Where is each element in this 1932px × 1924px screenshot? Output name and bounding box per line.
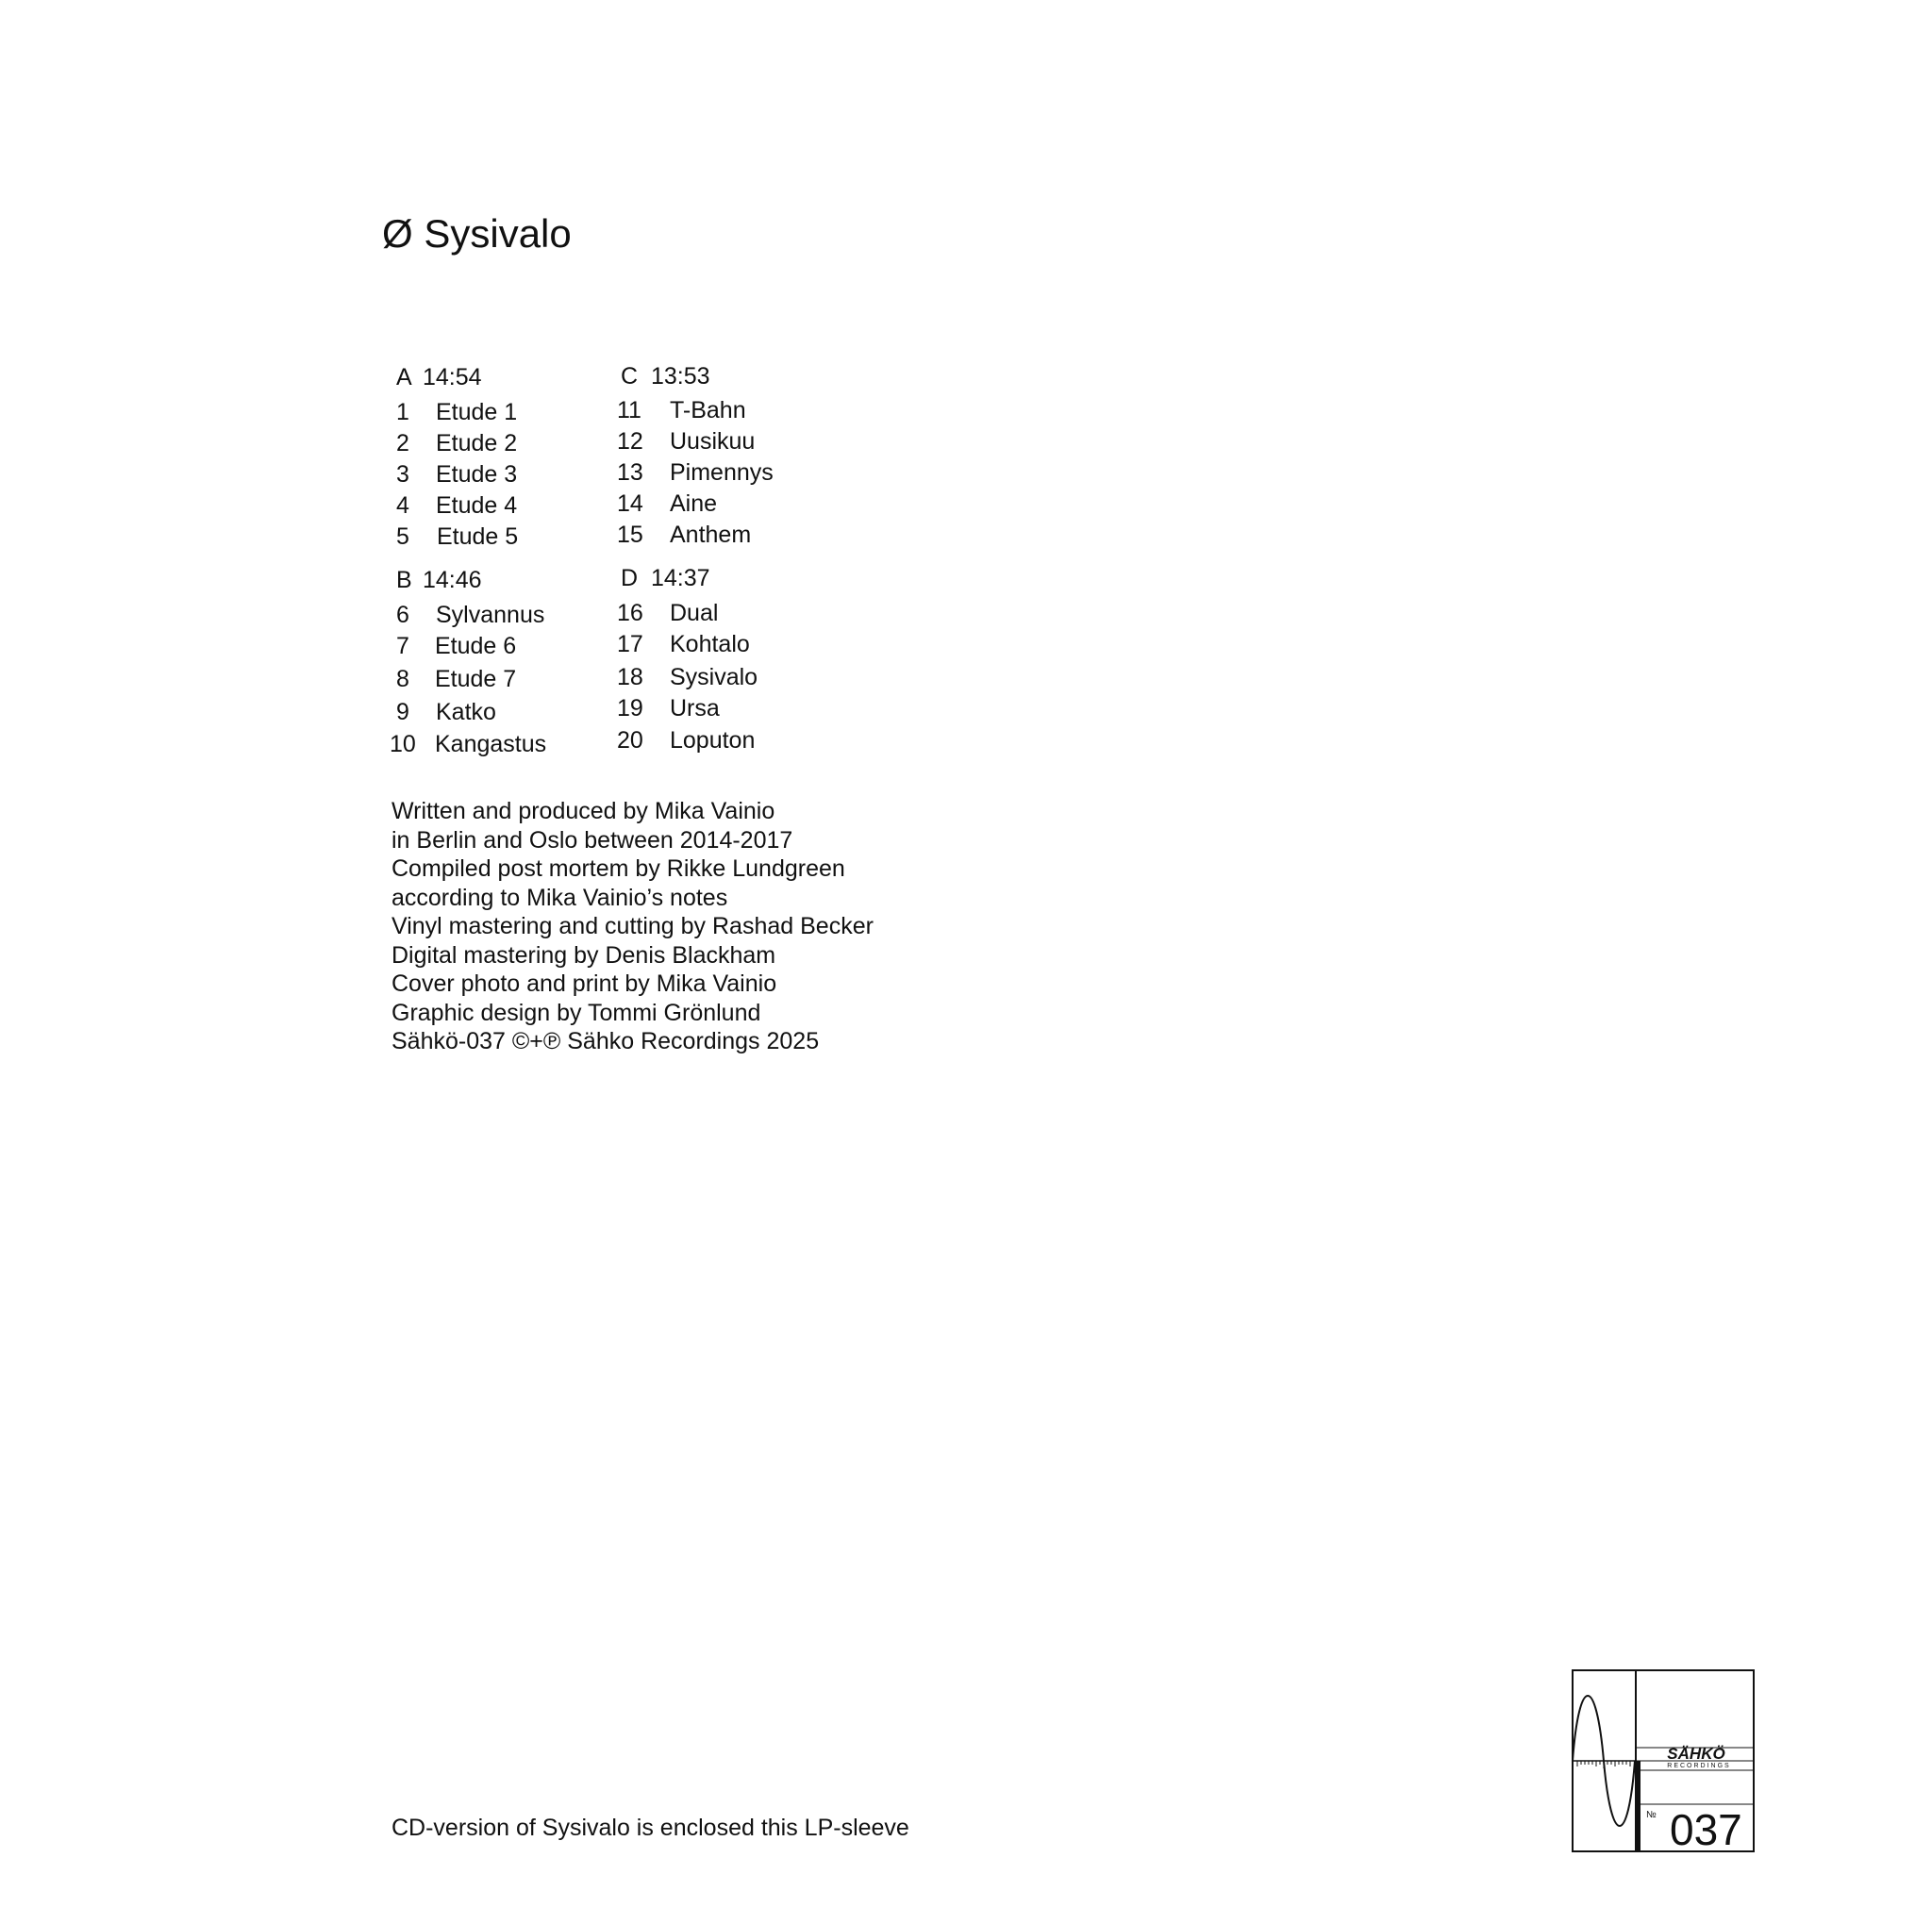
side-duration: 14:46 (423, 567, 482, 593)
track-number: 13 (617, 459, 643, 486)
track-title: Loputon (670, 727, 756, 754)
credit-line: Cover photo and print by Mika Vainio (391, 970, 777, 997)
track-number: 19 (617, 695, 643, 722)
track-title: Etude 3 (436, 461, 518, 488)
credit-line: Vinyl mastering and cutting by Rashad Becker (391, 913, 874, 939)
album-title-block (382, 207, 572, 260)
side-letter: B (396, 567, 412, 593)
track-title: Katko (436, 699, 496, 725)
side-a-header (396, 362, 482, 392)
credit-line: in Berlin and Oslo between 2014-2017 (391, 826, 793, 854)
number-prefix: № (1646, 1810, 1657, 1820)
track-number: 6 (396, 602, 409, 628)
track-title: Sylvannus (436, 602, 545, 628)
track-number: 20 (617, 727, 643, 754)
track-title: Kangastus (435, 731, 547, 757)
credits-block (391, 797, 874, 1056)
album-title: Sysivalo (424, 211, 572, 256)
track-number: 9 (396, 699, 409, 725)
side-duration: 14:37 (651, 565, 710, 591)
sahko-label-logo (1572, 1669, 1755, 1852)
track-title: Etude 7 (435, 666, 517, 692)
artist-symbol: Ø (382, 211, 413, 256)
track-title: Etude 1 (436, 399, 518, 425)
track-title: Kohtalo (670, 631, 750, 657)
brand-sub: RECORDINGS (1667, 1763, 1731, 1769)
track-title: Sysivalo (670, 664, 758, 690)
credit-line: Graphic design by Tommi Grönlund (391, 999, 761, 1026)
track-number: 7 (396, 633, 409, 659)
credit-line: Compiled post mortem by Rikke Lundgreen (391, 855, 845, 882)
brand-name: SÄHKÖ (1667, 1745, 1725, 1763)
track-number: 11 (617, 397, 641, 423)
label-logo-graphic (1572, 1669, 1755, 1852)
track-number: 3 (396, 461, 409, 488)
track-number: 4 (396, 492, 409, 519)
track-title: Dual (670, 600, 719, 626)
track-title: Pimennys (670, 459, 774, 486)
credit-line: Written and produced by Mika Vainio (391, 798, 775, 824)
side-c-header (621, 361, 710, 391)
track-number: 5 (396, 523, 409, 550)
track-title: Etude 2 (436, 430, 518, 456)
side-letter: D (621, 565, 639, 591)
track-title: Etude 6 (435, 633, 517, 659)
track-number: 17 (617, 631, 643, 657)
track-number: 12 (617, 428, 643, 455)
track-number: 14 (617, 490, 643, 517)
track-title: T-Bahn (670, 397, 746, 423)
track-number: 2 (396, 430, 409, 456)
track-number: 18 (617, 664, 643, 690)
track-title: Etude 4 (436, 492, 518, 519)
catalog-number: 037 (1670, 1805, 1742, 1852)
track-number: 15 (617, 522, 643, 548)
side-b-header (396, 565, 482, 595)
credit-line: Digital mastering by Denis Blackham (391, 941, 776, 969)
side-d-header (621, 563, 710, 593)
credit-line: according to Mika Vainio’s notes (391, 884, 728, 911)
side-duration: 14:54 (423, 364, 482, 390)
track-title: Anthem (670, 522, 752, 548)
side-letter: C (621, 363, 639, 390)
track-number: 16 (617, 600, 643, 626)
track-number: 10 (390, 731, 416, 757)
side-letter: A (396, 364, 412, 390)
track-title: Etude 5 (437, 523, 519, 550)
cd-enclosure-note: CD-version of Sysivalo is enclosed this LP-sleeve (391, 1815, 909, 1841)
track-number: 8 (396, 666, 409, 692)
track-title: Aine (670, 490, 718, 517)
side-duration: 13:53 (651, 363, 710, 390)
track-number: 1 (396, 399, 409, 425)
track-title: Uusikuu (670, 428, 756, 455)
track-title: Ursa (670, 695, 720, 722)
credit-line: Sähkö-037 ©+℗ Sähko Recordings 2025 (391, 1028, 820, 1054)
